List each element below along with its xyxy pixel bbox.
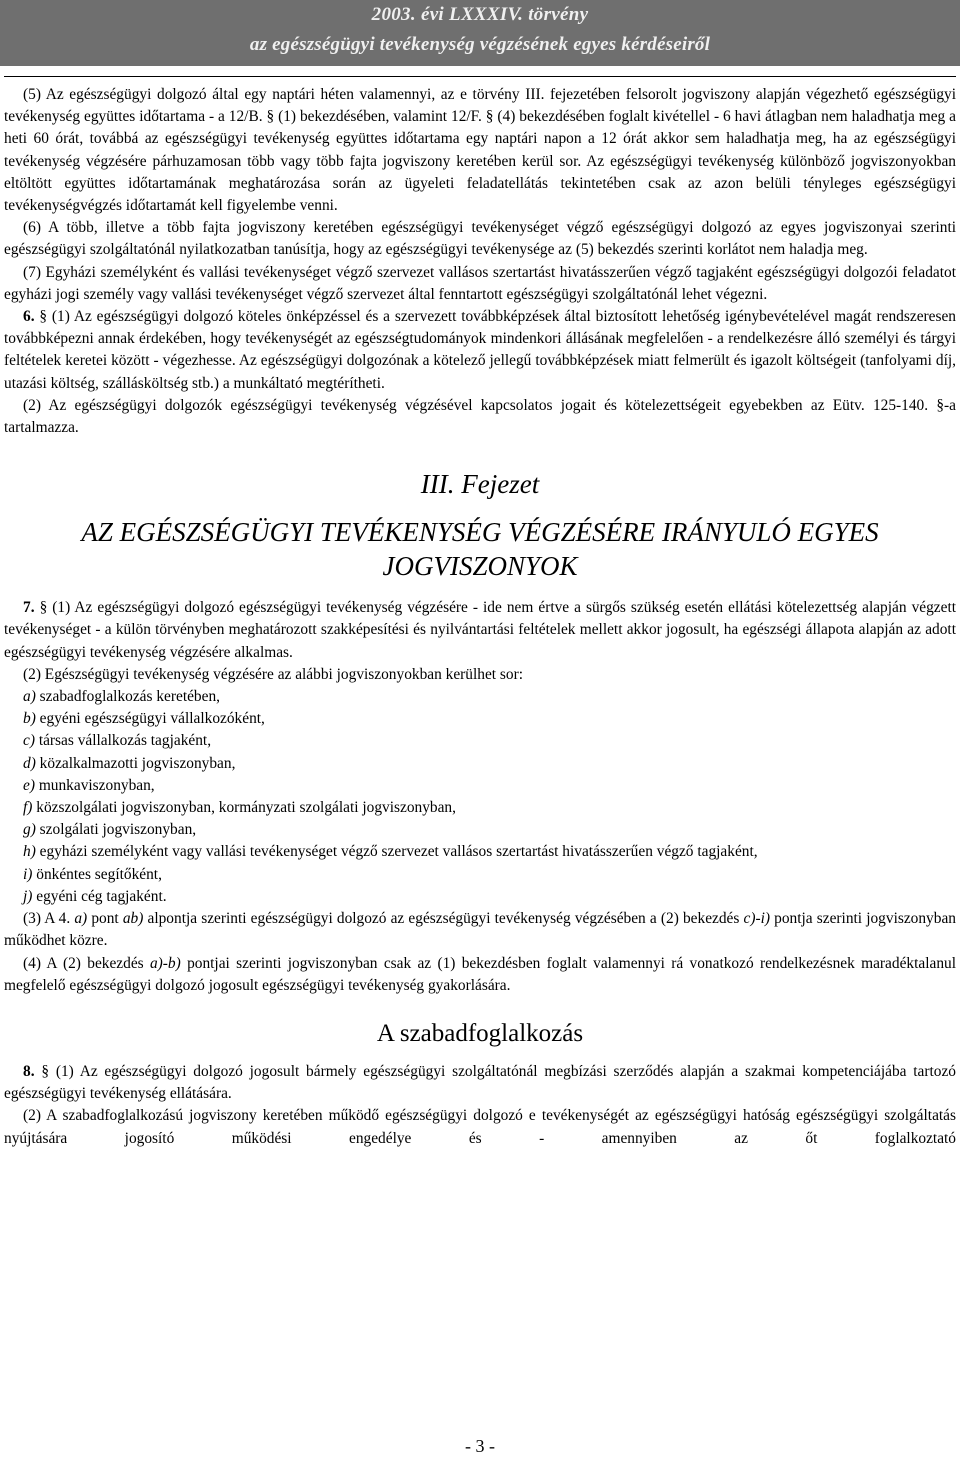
chapter-title: AZ EGÉSZSÉGÜGYI TEVÉKENYSÉG VÉGZÉSÉRE IRÁNYULÓ EGYES JOGVISZONYOK: [81, 517, 879, 582]
chapter-label: III. Fejezet: [420, 469, 540, 500]
header-divider: [4, 76, 956, 77]
section-8-paragraph-2: (2) A szabadfoglalkozású jogviszony keretében működő egészségügyi dolgozó e tevékenységét az egészségügyi hatóság egészségügyi szolgáltatás nyújtására jogosító működési engedélye és - amennyiben az őt foglalkoztató: [4, 1107, 956, 1147]
list-item: f) közszolgálati jogviszonyban, kormányzati szolgálati jogviszonyban,: [23, 799, 456, 817]
paragraph-6: (6) A több, illetve a több fajta jogviszony keretében egészségügyi tevékenységet végző egészségügyi dolgozó az egyes jogviszonyai szerinti egészségügyi szolgáltatónál nyilatkozatban tanúsítja, hogy az egészségügyi tevékenysége az (5) bekezdés szerinti korlátot nem haladja meg.: [4, 219, 956, 259]
section-7-paragraph-2: (2) Egészségügyi tevékenység végzésére az alábbi jogviszonyokban kerülhet sor:: [23, 665, 524, 683]
section-6-paragraph-2: (2) Az egészségügyi dolgozók egészségügyi tevékenység végzésével kapcsolatos jogait és kötelezettségeit egyebekben az Eütv. 125-140. §-a tartalmazza.: [4, 396, 956, 437]
paragraph-7: (7) Egyházi személyként és vallási tevékenységet végző szervezet vallásos szertartást hivatásszerűen végző tagjaként egészségügyi dolgozói feladatot egyházi jogi személy vagy vallási tevékenységet végző szervezet által fenntartott egészségügyi szolgáltatónál lehet végezni.: [4, 263, 956, 303]
page-number: - 3 -: [465, 1436, 495, 1456]
paragraph-5: (5) Az egészségügyi dolgozó által egy naptári héten valamennyi, az e törvény III. fejezetében felsorolt jogviszony alapján végezhető egészségügyi tevékenység együttes időtartama - a 12/B. § (1) bekezdésében, valamint 12/F. § (4) bekezdésében foglalt kivétellel - 6 havi átlagban nem haladhatja meg a heti 60 órát, továbbá az egészségügyi tevékenység együttes időtartama egy naptári napon a 12 órát akkor sem haladhatja meg, ha az egészségügyi tevékenység végzésére párhuzamosan több vagy több fajta jogviszony keretében kerül sor. Az egészségügyi tevékenység különböző jogviszonyokban eltöltött együttes időtartamának meghatározása során az ügyeleti feladatellátás tekintetében csak az azon belüli tényleges egészségügyi tevékenységvégzés időtartamát kell figyelembe venni.: [4, 86, 956, 215]
list-item: a) szabadfoglalkozás keretében,: [23, 688, 220, 706]
list-item: c) társas vállalkozás tagjaként,: [23, 732, 212, 750]
document-body: [4, 84, 956, 1150]
subsection-title: A szabadfoglalkozás: [376, 1019, 584, 1047]
document-header: [0, 0, 960, 66]
list-item: i) önkéntes segítőként,: [23, 865, 162, 883]
section-number: 6.: [23, 308, 35, 326]
list-item: j) egyéni cég tagjaként.: [23, 887, 167, 905]
list-item: e) munkaviszonyban,: [23, 776, 155, 794]
section-7-paragraph-4: (4) A (2) bekezdés a)-b) pontjai szerinti jogviszonyban csak az (1) bekezdésben foglalt valamennyi rá vonatkozó rendelkezésnek maradéktalanul megfelelő egészségügyi dolgozó jogosult egészségügyi tevékenység gyakorlására.: [4, 954, 956, 994]
header-law-title: 2003. évi LXXXIV. törvény: [371, 4, 589, 25]
header-law-subtitle: az egészségügyi tevékenység végzésének egyes kérdéseiről: [249, 34, 711, 55]
section-number: 8.: [23, 1062, 35, 1080]
section-6-paragraph-1: 6. § (1) Az egészségügyi dolgozó köteles önképzéssel és a szervezett továbbképzések által biztosított lehetőség igénybevételével magát rendszeresen továbbképezni annak érdekében, hogy tevékenységét az egészségtudományok mindenkori állásának megfelelően - a rendelkezésre álló személyi és tárgyi feltételek keretei között - végezhesse. Az egészségügyi dolgozónak a kötelező jellegű továbbképzések miatt felmerült és igazolt költségeit (tanfolyami díj, utazási költség, szállásköltség stb.) a munkáltató megtérítheti.: [4, 308, 956, 392]
section-7-paragraph-3: (3) A 4. a) pont ab) alpontja szerinti egészségügyi dolgozó az egészségügyi tevékenység végzésében a (2) bekezdés c)-i) pontja szerinti jogviszonyban működhet közre.: [4, 910, 956, 950]
list-item: d) közalkalmazotti jogviszonyban,: [23, 754, 236, 772]
jogviszony-list: [4, 686, 956, 908]
list-item: h) egyházi személyként vagy vallási tevékenységet végző szervezet vallásos szertartást hivatásszerűen végző tagjaként,: [23, 843, 758, 861]
list-item: b) egyéni egészségügyi vállalkozóként,: [23, 710, 265, 728]
section-7-paragraph-1: 7. § (1) Az egészségügyi dolgozó egészségügyi tevékenység végzésére - ide nem értve a sürgős szükség esetén ellátási kötelezettség alapján végzett tevékenységet - a külön törvényben meghatározott szakképesítési és nyilvántartási feltételek mellett akkor jogosult, ha egészségi állapota alapján az adott egészségügyi tevékenység végzésére alkalmas.: [4, 599, 956, 661]
list-item: g) szolgálati jogviszonyban,: [23, 821, 197, 839]
section-number: 7.: [23, 599, 35, 617]
section-8-paragraph-1: 8. § (1) Az egészségügyi dolgozó jogosult bármely egészségügyi szolgáltatónál megbízási szerződés alapján a szakmai kompetenciájába tartozó egészségügyi tevékenység ellátására.: [4, 1062, 956, 1103]
